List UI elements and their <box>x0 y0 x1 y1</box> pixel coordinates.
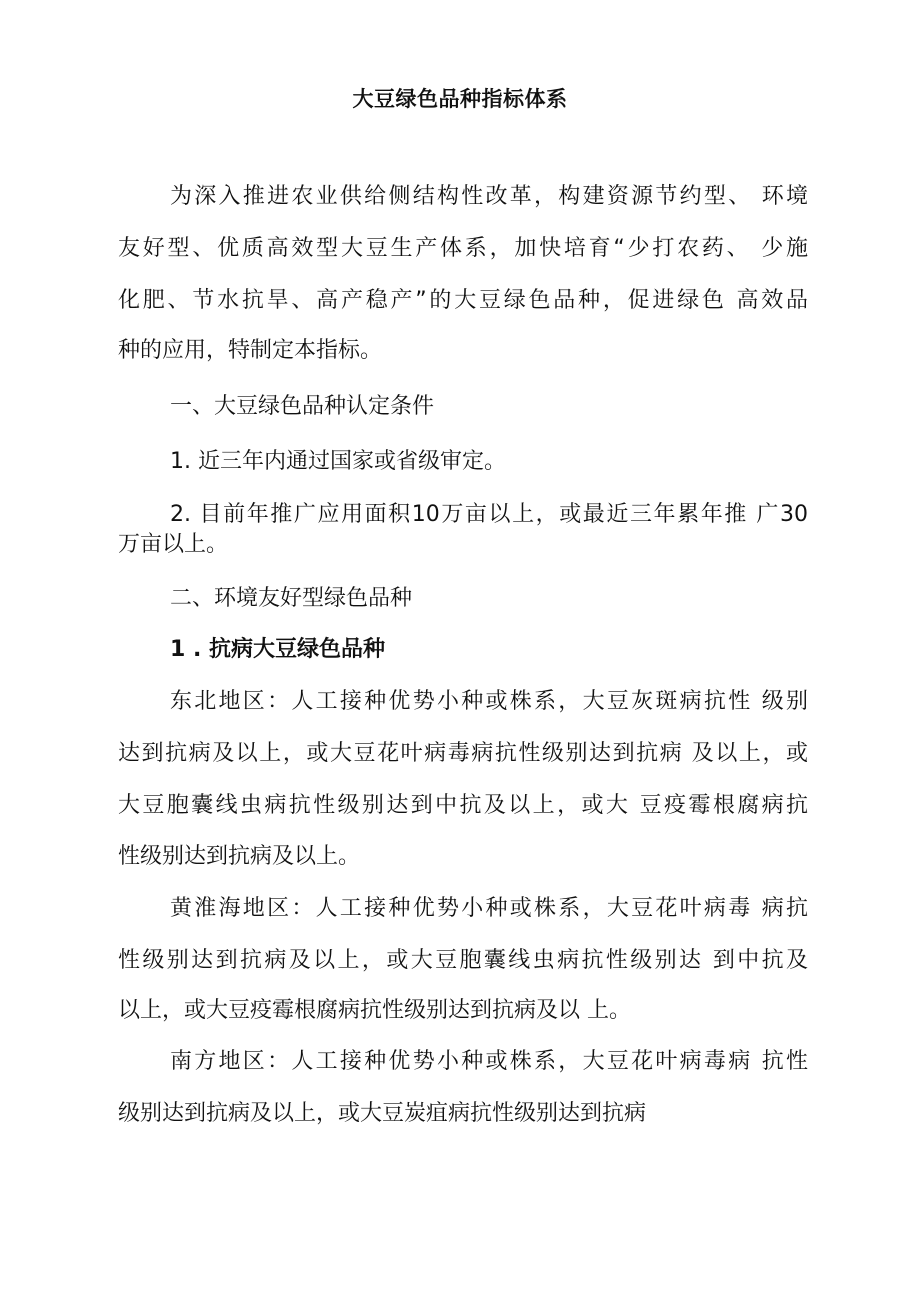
section1-heading: 一、大豆绿色品种认定条件 <box>170 394 435 419</box>
intro-line-3: 化肥、节水抗旱、高产稳产”的大豆绿色品种，促进绿色 高效品 <box>118 288 808 313</box>
section2-heading: 二、环境友好型绿色品种 <box>170 586 413 611</box>
subsection1-heading: 1 . 抗病大豆绿色品种 <box>170 637 385 662</box>
huanghuaihai-line-1: 黄淮海地区：人工接种优势小种或株系，大豆花叶病毒 病抗 <box>170 896 808 921</box>
south-line-2: 级别达到抗病及以上，或大豆炭疽病抗性级别达到抗病 <box>118 1101 647 1126</box>
northeast-line-4: 性级别达到抗病及以上。 <box>118 844 361 869</box>
northeast-line-2: 达到抗病及以上，或大豆花叶病毒病抗性级别达到抗病 及以上，或 <box>118 741 808 766</box>
intro-line-1: 为深入推进农业供给侧结构性改革，构建资源节约型、 环境 <box>170 184 808 209</box>
intro-line-4: 种的应用，特制定本指标。 <box>118 338 383 363</box>
northeast-line-1: 东北地区：人工接种优势小种或株系，大豆灰斑病抗性 级别 <box>170 689 808 714</box>
huanghuaihai-line-3: 以上，或大豆疫霉根腐病抗性级别达到抗病及以 上。 <box>118 998 631 1023</box>
section1-item2-line-2: 万亩以上。 <box>118 532 229 557</box>
south-line-1: 南方地区：人工接种优势小种或株系，大豆花叶病毒病 抗性 <box>170 1049 808 1074</box>
section1-item1: 1. 近三年内通过国家或省级审定。 <box>170 449 506 474</box>
huanghuaihai-line-2: 性级别达到抗病及以上，或大豆胞囊线虫病抗性级别达 到中抗及 <box>118 948 808 973</box>
northeast-line-3: 大豆胞囊线虫病抗性级别达到中抗及以上，或大 豆疫霉根腐病抗 <box>118 793 808 818</box>
section1-item2-line-1: 2. 目前年推广应用面积10万亩以上，或最近三年累年推 广30 <box>170 502 808 527</box>
document-title: 大豆绿色品种指标体系 <box>352 87 568 111</box>
intro-line-2: 友好型、优质高效型大豆生产体系，加快培育“少打农药、 少施 <box>118 236 808 261</box>
